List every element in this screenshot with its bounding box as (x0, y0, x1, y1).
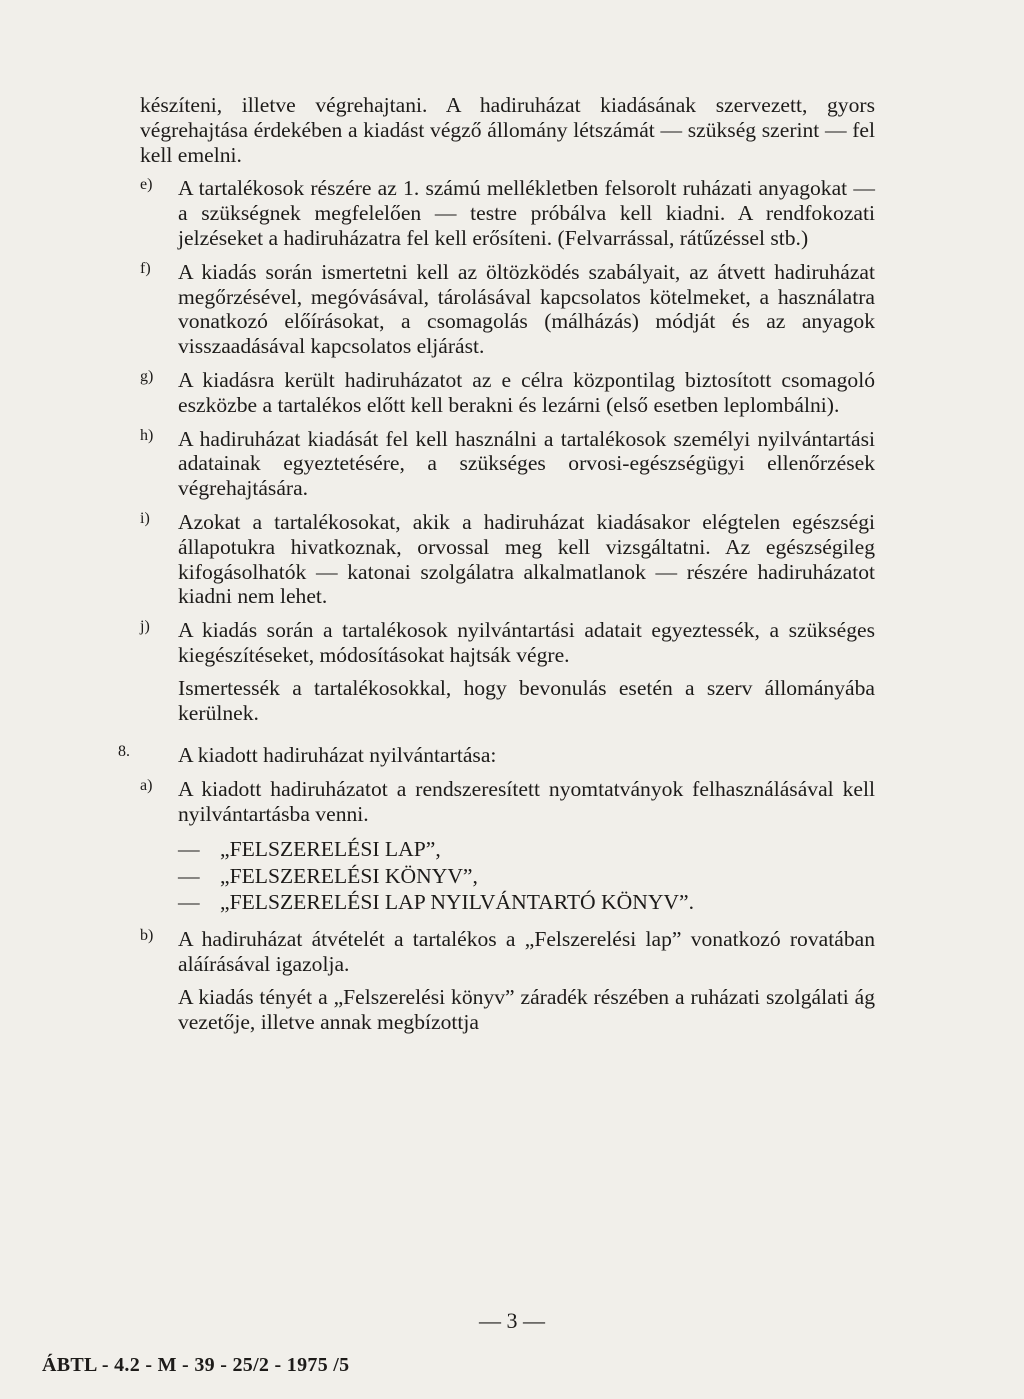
item-g (140, 368, 875, 418)
item-text: A kiadásra került hadiruházatot az e célra központilag biztosított csomagoló eszközbe a tartalékos előtt kell berakni és lezárni (első esetben leplombálni). (178, 367, 875, 417)
item-j-extra: Ismertessék a tartalékosokkal, hogy bevonulás esetén a szerv állományába kerülnek. (178, 675, 875, 725)
item-text: A kiadás során ismertetni kell az öltözködés szabályait, az átvett hadiruházat megőrzésével, megóvásával, tárolásával kapcsolatos kötelmeket, a használatra vonatkozó előírásokat, a csomagolás (málházás) módját és az anyagok visszaadásával kapcsolatos eljárást. (178, 259, 875, 359)
section-title: A kiadott hadiruházat nyilvántartása: (178, 743, 497, 768)
list-item (178, 837, 875, 862)
item-label: g) (140, 367, 154, 385)
page-number: — 3 — (479, 1308, 545, 1333)
item-i (140, 510, 875, 609)
item-label: i) (140, 509, 150, 527)
item-j (140, 618, 875, 725)
item-text: Azokat a tartalékosokat, akik a hadiruházat kiadásakor elégtelen egészségi állapotukra hivatkoznak, orvossal meg kell vizsgáltatni. Az egészségileg kifogásolhatók — katonai szolgálatra alkalmatlanok — részére hadiruházatot kiadni nem lehet. (178, 509, 875, 609)
section-8-item-b (140, 927, 875, 1034)
item-text: A hadiruházat átvételét a tartalékos a „Felszerelési lap” vonatkozó rovatában aláírásával igazolja. (178, 927, 875, 976)
item-label: b) (140, 927, 154, 945)
item-label: f) (140, 259, 151, 277)
item-text: A kiadott hadiruházatot a rendszeresített nyomtatványok felhasználásával kell nyilvántartásba venni. (178, 777, 875, 826)
item-text: A tartalékosok részére az 1. számú mellékletben felsorolt ruházati anyagokat — a szükségnek megfelelően — testre próbálva kell kiadni. A rendfokozati jelzéseket a hadiruházatra fel kell erősíteni. (Felvarrással, rátűzéssel stb.) (178, 176, 875, 250)
form-name: „FELSZERELÉSI KÖNYV”, (220, 863, 478, 888)
item-b-extra: A kiadás tényét a „Felszerelési könyv” záradék részében a ruházati szolgálati ág vezetője, illetve annak megbízottja (178, 984, 875, 1034)
page-body (118, 93, 875, 1034)
section-8-item-a (140, 777, 875, 827)
section-number: 8. (118, 743, 130, 761)
intro-paragraph: készíteni, illetve végrehajtani. A hadiruházat kiadásának szervezett, gyors végrehajtása érdekében a kiadást végző állomány létszámát — szükség szerint — fel kell emelni. (140, 93, 875, 167)
form-name: „FELSZERELÉSI LAP NYILVÁNTARTÓ KÖNYV”. (220, 890, 694, 915)
section-8 (118, 743, 875, 768)
item-label: e) (140, 176, 153, 194)
list-item (178, 864, 875, 889)
item-text: A kiadás során a tartalékosok nyilvántartási adatait egyeztessék, a szükséges kiegészítéseket, módosításokat hajtsák végre. (178, 618, 875, 667)
form-name: „FELSZERELÉSI LAP”, (220, 836, 441, 861)
item-label: j) (140, 618, 150, 636)
dash-marker: — (178, 863, 200, 888)
archive-reference: ÁBTL - 4.2 - M - 39 - 25/2 - 1975 /5 (42, 1354, 350, 1376)
item-h (140, 427, 875, 501)
forms-list (140, 837, 875, 915)
list-item (178, 890, 875, 915)
item-label: h) (140, 426, 154, 444)
dash-marker: — (178, 836, 200, 861)
item-f (140, 260, 875, 359)
item-e (140, 176, 875, 250)
dash-marker: — (178, 890, 200, 915)
item-label: a) (140, 777, 153, 795)
item-text: A hadiruházat kiadását fel kell használni a tartalékosok személyi nyilvántartási adatainak egyeztetésére, a szükséges orvosi-egészségügyi ellenőrzések végrehajtására. (178, 426, 875, 501)
